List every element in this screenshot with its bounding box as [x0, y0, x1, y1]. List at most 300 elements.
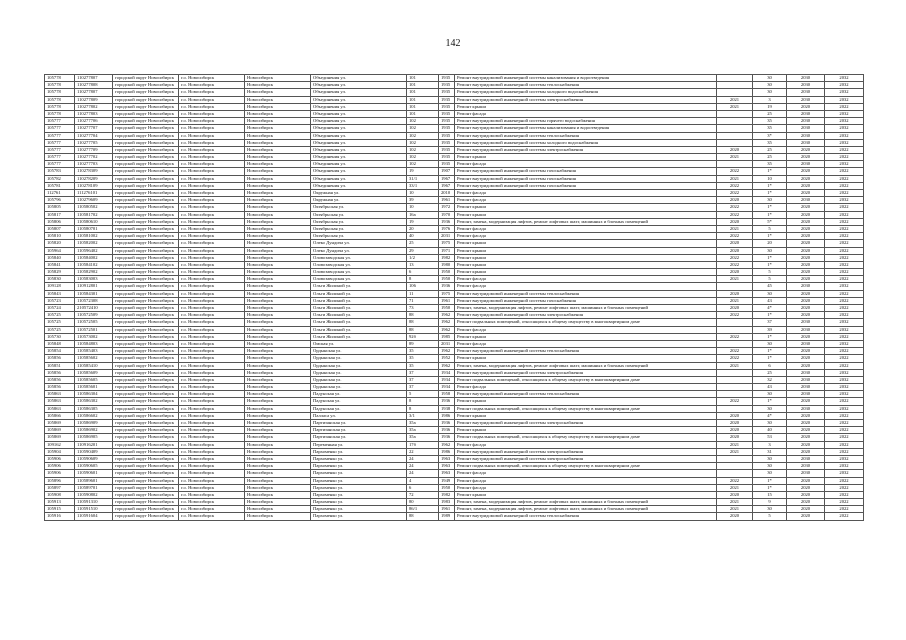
- table-cell: г.о. Новосибирск: [179, 470, 245, 477]
- table-cell: Объединения ул.: [311, 75, 407, 82]
- table-row: [45, 233, 864, 240]
- table-cell: [717, 391, 753, 398]
- table-cell: 105730: [45, 333, 75, 340]
- table-cell: г.о. Новосибирск: [179, 340, 245, 347]
- table-row: [45, 218, 864, 225]
- table-cell: 1961: [439, 197, 455, 204]
- table-cell: 2020: [787, 233, 825, 240]
- table-cell: 2030: [787, 118, 825, 125]
- table-cell: 110582902: [75, 269, 113, 276]
- table-cell: 35: [753, 139, 787, 146]
- table-cell: [717, 405, 753, 412]
- table-cell: 2030: [787, 82, 825, 89]
- table-cell: Новосибирск: [245, 290, 311, 297]
- table-cell: 105807: [45, 225, 75, 232]
- table-cell: 2032: [825, 139, 864, 146]
- table-cell: Ремонт фасада: [455, 384, 717, 391]
- table-cell: 4*: [753, 412, 787, 419]
- table-cell: 2020: [787, 154, 825, 161]
- table-cell: 2022: [825, 190, 864, 197]
- table-cell: Ремонт внутридомовой инженерной системы газоснабжения: [455, 175, 717, 182]
- table-cell: 2021: [717, 506, 753, 513]
- table-cell: 2020: [787, 499, 825, 506]
- table-cell: 1934: [439, 369, 455, 376]
- table-cell: 2032: [825, 197, 864, 204]
- table-cell: г.о. Новосибирск: [179, 348, 245, 355]
- table-cell: городской округ Новосибирск: [113, 168, 179, 175]
- table-cell: городской округ Новосибирск: [113, 161, 179, 168]
- table-cell: [717, 376, 753, 383]
- table-cell: 105843: [45, 290, 75, 297]
- table-cell: 110586902: [75, 427, 113, 434]
- table-cell: 86/1: [407, 506, 439, 513]
- table-row: [45, 391, 864, 398]
- table-cell: 35а: [407, 434, 439, 441]
- table-cell: 25: [753, 369, 787, 376]
- table-cell: 2022: [825, 412, 864, 419]
- table-cell: Омская ул.: [311, 340, 407, 347]
- table-row: [45, 326, 864, 333]
- table-cell: 105915: [45, 506, 75, 513]
- table-cell: Октябрьская ул.: [311, 225, 407, 232]
- table-cell: 110277809: [75, 96, 113, 103]
- table-cell: Ольги Жилиной ул.: [311, 297, 407, 304]
- table-cell: Новосибирск: [245, 96, 311, 103]
- table-cell: г.о. Новосибирск: [179, 110, 245, 117]
- table-cell: [717, 319, 753, 326]
- table-cell: Новосибирск: [245, 197, 311, 204]
- table-cell: 1985: [439, 333, 455, 340]
- table-cell: 1*: [753, 233, 787, 240]
- table-cell: 105841: [45, 261, 75, 268]
- table-cell: 105913: [45, 499, 75, 506]
- table-cell: Ремонт фасада: [455, 197, 717, 204]
- table-cell: 105817: [45, 211, 75, 218]
- table-cell: г.о. Новосибирск: [179, 283, 245, 290]
- table-cell: 110572501: [75, 326, 113, 333]
- table-cell: Ремонт внутридомовой инженерной системы электроснабжения: [455, 96, 717, 103]
- table-cell: 2020: [787, 305, 825, 312]
- table-cell: 2032: [825, 118, 864, 125]
- table-cell: Ольги Жилиной ул.: [311, 283, 407, 290]
- table-cell: Ремонт фасада: [455, 283, 717, 290]
- table-cell: г.о. Новосибирск: [179, 82, 245, 89]
- table-cell: 110585601: [75, 384, 113, 391]
- table-cell: Ремонт внутридомовой инженерной системы электроснабжения: [455, 312, 717, 319]
- table-cell: 1*: [753, 348, 787, 355]
- table-cell: 2020: [717, 240, 753, 247]
- table-cell: 30: [753, 463, 787, 470]
- table-cell: 1962: [439, 326, 455, 333]
- table-row: [45, 247, 864, 254]
- table-cell: Новосибирск: [245, 398, 311, 405]
- table-cell: 88: [407, 312, 439, 319]
- table-cell: 210572410: [75, 305, 113, 312]
- table-cell: Новосибирск: [245, 297, 311, 304]
- table-cell: 30: [753, 470, 787, 477]
- table-cell: 2020: [717, 290, 753, 297]
- table-cell: г.о. Новосибирск: [179, 333, 245, 340]
- table-cell: Оловозаводская ул.: [311, 276, 407, 283]
- table-cell: 110591510: [75, 506, 113, 513]
- table-cell: 19: [407, 168, 439, 175]
- table-cell: Пархоменко ул.: [311, 455, 407, 462]
- table-cell: 2022: [825, 146, 864, 153]
- table-cell: 20: [407, 225, 439, 232]
- table-cell: городской округ Новосибирск: [113, 491, 179, 498]
- table-cell: городской округ Новосибирск: [113, 89, 179, 96]
- table-cell: Новосибирск: [245, 319, 311, 326]
- table-cell: 2022: [825, 499, 864, 506]
- table-cell: 2030: [787, 376, 825, 383]
- table-cell: Новосибирск: [245, 240, 311, 247]
- table-cell: Ремонт фасада: [455, 233, 717, 240]
- table-cell: г.о. Новосибирск: [179, 261, 245, 268]
- table-cell: г.о. Новосибирск: [179, 276, 245, 283]
- table-row: [45, 269, 864, 276]
- table-cell: 3: [753, 441, 787, 448]
- table-cell: городской округ Новосибирск: [113, 376, 179, 383]
- table-cell: 1980: [439, 261, 455, 268]
- table-cell: 2020: [787, 290, 825, 297]
- table-cell: городской округ Новосибирск: [113, 254, 179, 261]
- table-cell: 1970: [439, 211, 455, 218]
- table-cell: Новосибирск: [245, 362, 311, 369]
- table-row: [45, 190, 864, 197]
- table-cell: городской округ Новосибирск: [113, 96, 179, 103]
- table-cell: г.о. Новосибирск: [179, 398, 245, 405]
- table-cell: 1*: [753, 477, 787, 484]
- table-cell: 110581702: [75, 211, 113, 218]
- table-cell: 2030: [787, 340, 825, 347]
- table-cell: 31/1: [407, 175, 439, 182]
- table-cell: 110582002: [75, 240, 113, 247]
- table-cell: 2032: [825, 470, 864, 477]
- table-row: [45, 146, 864, 153]
- table-cell: 30: [753, 420, 787, 427]
- table-cell: 16а: [407, 211, 439, 218]
- table-cell: 1961: [439, 297, 455, 304]
- table-cell: 2020: [787, 225, 825, 232]
- table-cell: городской округ Новосибирск: [113, 362, 179, 369]
- table-cell: 4: [407, 477, 439, 484]
- table-cell: 2021: [717, 499, 753, 506]
- table-cell: [717, 125, 753, 132]
- table-cell: Объединения ул.: [311, 125, 407, 132]
- table-cell: 2022: [825, 312, 864, 319]
- table-cell: 105778: [45, 103, 75, 110]
- table-cell: 2032: [825, 455, 864, 462]
- table-cell: г.о. Новосибирск: [179, 491, 245, 498]
- table-cell: 110277702: [75, 154, 113, 161]
- table-cell: Объединения ул.: [311, 96, 407, 103]
- table-cell: 2022: [825, 305, 864, 312]
- table-cell: 2030: [787, 75, 825, 82]
- table-cell: городской округ Новосибирск: [113, 110, 179, 117]
- table-cell: г.о. Новосибирск: [179, 197, 245, 204]
- table-cell: Ремонт крыши: [455, 261, 717, 268]
- table-cell: 2020: [787, 348, 825, 355]
- table-cell: Ремонт подвальных помещений, относящихся к общему имуществу в многоквартирном доме: [455, 405, 717, 412]
- table-cell: 2022: [825, 218, 864, 225]
- table-cell: Новосибирск: [245, 441, 311, 448]
- table-cell: 2032: [825, 384, 864, 391]
- table-cell: 105778: [45, 89, 75, 96]
- table-row: [45, 333, 864, 340]
- table-cell: 2020: [787, 211, 825, 218]
- table-row: [45, 118, 864, 125]
- table-cell: Новосибирск: [245, 103, 311, 110]
- table-cell: городской округ Новосибирск: [113, 470, 179, 477]
- table-cell: Объединения ул.: [311, 161, 407, 168]
- table-cell: 2022: [825, 261, 864, 268]
- table-cell: 105778: [45, 82, 75, 89]
- table-row: [45, 132, 864, 139]
- table-cell: 110589701: [75, 484, 113, 491]
- table-cell: 105863: [45, 398, 75, 405]
- table-cell: 1*: [753, 211, 787, 218]
- table-cell: 1950: [439, 276, 455, 283]
- table-cell: 2032: [825, 132, 864, 139]
- table-cell: Ордынская ул.: [311, 362, 407, 369]
- table-cell: 2021: [717, 297, 753, 304]
- table-cell: 2022: [825, 348, 864, 355]
- table-cell: 110916201: [75, 441, 113, 448]
- table-cell: Ремонт фасада: [455, 441, 717, 448]
- table-cell: 88: [407, 326, 439, 333]
- table-cell: 2030: [787, 455, 825, 462]
- table-cell: 1950: [439, 305, 455, 312]
- table-cell: 13: [407, 261, 439, 268]
- table-cell: Ремонт внутридомовой инженерной системы газоснабжения: [455, 297, 717, 304]
- table-cell: Ордынская ул.: [311, 376, 407, 383]
- table-cell: 110590802: [75, 491, 113, 498]
- table-cell: [717, 340, 753, 347]
- table-cell: Пархоменко ул.: [311, 506, 407, 513]
- table-cell: 2020: [787, 168, 825, 175]
- table-cell: 1935: [439, 161, 455, 168]
- table-cell: 2032: [825, 463, 864, 470]
- table-cell: 2020: [717, 412, 753, 419]
- table-cell: Ремонт крыши: [455, 154, 717, 161]
- table-cell: г.о. Новосибирск: [179, 182, 245, 189]
- table-row: [45, 412, 864, 419]
- table-cell: 37: [407, 376, 439, 383]
- table-cell: 2020: [717, 420, 753, 427]
- table-cell: 1934: [439, 376, 455, 383]
- table-cell: 2020: [787, 398, 825, 405]
- table-cell: 39: [753, 326, 787, 333]
- table-cell: городской округ Новосибирск: [113, 405, 179, 412]
- table-cell: г.о. Новосибирск: [179, 312, 245, 319]
- table-cell: 25: [753, 146, 787, 153]
- table-cell: 105783: [45, 168, 75, 175]
- table-cell: 105906: [45, 470, 75, 477]
- table-cell: 2022: [825, 441, 864, 448]
- table-cell: 30: [753, 506, 787, 513]
- table-cell: 110572308: [75, 297, 113, 304]
- table-cell: 105904: [45, 448, 75, 455]
- table-cell: Новосибирск: [245, 434, 311, 441]
- table-cell: г.о. Новосибирск: [179, 391, 245, 398]
- table-cell: г.о. Новосибирск: [179, 448, 245, 455]
- table-cell: Ремонт, замена, модернизация лифтов, ремонт лифтовых шахт, машинных и блочных помещений: [455, 499, 717, 506]
- table-cell: 2021: [717, 448, 753, 455]
- table-cell: [717, 89, 753, 96]
- table-cell: 110581002: [75, 233, 113, 240]
- table-cell: г.о. Новосибирск: [179, 297, 245, 304]
- table-cell: 2022: [825, 290, 864, 297]
- table-cell: Новосибирск: [245, 110, 311, 117]
- table-cell: 1963: [439, 470, 455, 477]
- table-cell: г.о. Новосибирск: [179, 319, 245, 326]
- table-cell: 110277803: [75, 110, 113, 117]
- table-cell: 35: [407, 362, 439, 369]
- table-cell: Объединения ул.: [311, 168, 407, 175]
- table-cell: 2030: [787, 463, 825, 470]
- table-cell: 3: [753, 96, 787, 103]
- table-cell: Новосибирск: [245, 326, 311, 333]
- table-cell: 2021: [717, 484, 753, 491]
- table-cell: Ремонт крыши: [455, 412, 717, 419]
- table-cell: городской округ Новосибирск: [113, 75, 179, 82]
- table-cell: 110583003: [75, 276, 113, 283]
- table-cell: 110278209: [75, 175, 113, 182]
- table-cell: 30: [753, 405, 787, 412]
- table-cell: Новосибирск: [245, 463, 311, 470]
- table-cell: 1*: [753, 261, 787, 268]
- table-cell: 105908: [45, 491, 75, 498]
- table-cell: 2022: [825, 154, 864, 161]
- table-cell: 2032: [825, 125, 864, 132]
- table-cell: г.о. Новосибирск: [179, 513, 245, 520]
- table-cell: городской округ Новосибирск: [113, 297, 179, 304]
- table-cell: 8: [407, 276, 439, 283]
- table-cell: 1936: [439, 420, 455, 427]
- table-cell: г.о. Новосибирск: [179, 369, 245, 376]
- table-row: [45, 491, 864, 498]
- table-cell: Олеко Дундича ул.: [311, 240, 407, 247]
- table-cell: городской округ Новосибирск: [113, 139, 179, 146]
- table-cell: городской округ Новосибирск: [113, 427, 179, 434]
- table-cell: 35: [753, 118, 787, 125]
- table-cell: Объединения ул.: [311, 118, 407, 125]
- table-cell: 2022: [717, 477, 753, 484]
- table-cell: г.о. Новосибирск: [179, 89, 245, 96]
- table-cell: 110580610: [75, 218, 113, 225]
- table-cell: Ремонт подвальных помещений, относящихся к общему имуществу в многоквартирном доме: [455, 319, 717, 326]
- table-cell: г.о. Новосибирск: [179, 254, 245, 261]
- table-cell: городской округ Новосибирск: [113, 204, 179, 211]
- table-cell: 110277704: [75, 132, 113, 139]
- table-cell: 2021: [717, 103, 753, 110]
- table-cell: 5: [407, 391, 439, 398]
- table-cell: Октябрьская ул.: [311, 218, 407, 225]
- table-cell: Новосибирск: [245, 405, 311, 412]
- table-cell: 3*: [753, 132, 787, 139]
- table-cell: 31: [753, 448, 787, 455]
- table-cell: Новосибирск: [245, 261, 311, 268]
- table-cell: 2022: [825, 398, 864, 405]
- table-cell: Ремонт внутридомовой инженерной системы теплоснабжения: [455, 82, 717, 89]
- table-cell: [717, 369, 753, 376]
- table-cell: 1971: [439, 247, 455, 254]
- table-cell: Ремонт крыши: [455, 398, 717, 405]
- table-cell: Новосибирск: [245, 139, 311, 146]
- table-cell: Новосибирск: [245, 412, 311, 419]
- table-cell: 2032: [825, 283, 864, 290]
- table-cell: Новосибирск: [245, 420, 311, 427]
- table-cell: г.о. Новосибирск: [179, 305, 245, 312]
- table-cell: 110591604: [75, 513, 113, 520]
- table-cell: 2020: [717, 513, 753, 520]
- table-cell: 30: [753, 89, 787, 96]
- table-cell: городской округ Новосибирск: [113, 348, 179, 355]
- table-cell: г.о. Новосибирск: [179, 434, 245, 441]
- table-cell: Новосибирск: [245, 448, 311, 455]
- table-cell: Ордынская ул.: [311, 369, 407, 376]
- table-cell: г.о. Новосибирск: [179, 118, 245, 125]
- table-cell: 1967: [439, 182, 455, 189]
- table-cell: 105830: [45, 276, 75, 283]
- table-cell: 1983: [439, 499, 455, 506]
- table-cell: 2030: [787, 139, 825, 146]
- table-cell: Ордынская ул.: [311, 384, 407, 391]
- table-cell: 1*: [753, 204, 787, 211]
- table-cell: Новосибирск: [245, 355, 311, 362]
- table-cell: Новосибирск: [245, 118, 311, 125]
- table-cell: 2022: [717, 348, 753, 355]
- table-cell: [717, 326, 753, 333]
- table-cell: 1935: [439, 132, 455, 139]
- table-cell: Ремонт подвальных помещений, относящихся к общему имуществу в многоквартирном доме: [455, 463, 717, 470]
- table-cell: 110277807: [75, 89, 113, 96]
- table-cell: городской округ Новосибирск: [113, 455, 179, 462]
- table-cell: г.о. Новосибирск: [179, 175, 245, 182]
- table-cell: 1962: [439, 362, 455, 369]
- table-cell: г.о. Новосибирск: [179, 204, 245, 211]
- table-cell: городской округ Новосибирск: [113, 154, 179, 161]
- table-cell: 102: [407, 118, 439, 125]
- table-cell: городской округ Новосибирск: [113, 369, 179, 376]
- table-cell: 43: [753, 297, 787, 304]
- table-cell: 110591310: [75, 499, 113, 506]
- table-cell: Ремонт фасада: [455, 225, 717, 232]
- table-cell: Ремонт крыши: [455, 204, 717, 211]
- table-cell: 105805: [45, 204, 75, 211]
- table-cell: 2032: [825, 376, 864, 383]
- table-cell: 105916: [45, 513, 75, 520]
- table-cell: Ремонт внутридомовой инженерной системы электроснабжения: [455, 455, 717, 462]
- table-cell: 110585403: [75, 348, 113, 355]
- table-cell: Ремонт внутридомовой инженерной системы теплоснабжения: [455, 348, 717, 355]
- table-cell: 2022: [825, 420, 864, 427]
- table-cell: Новосибирск: [245, 254, 311, 261]
- table-cell: 1*: [753, 355, 787, 362]
- table-cell: Падунская ул.: [311, 391, 407, 398]
- table-cell: 2022: [825, 182, 864, 189]
- table-cell: 110573002: [75, 333, 113, 340]
- table-cell: 105869: [45, 420, 75, 427]
- table-cell: 2022: [717, 312, 753, 319]
- table-cell: 2020: [787, 261, 825, 268]
- capital-repair-table: [44, 74, 864, 521]
- table-cell: городской округ Новосибирск: [113, 441, 179, 448]
- table-cell: 110590601: [75, 470, 113, 477]
- table-cell: 71: [407, 297, 439, 304]
- table-cell: 2020: [717, 269, 753, 276]
- table-cell: 1986: [439, 448, 455, 455]
